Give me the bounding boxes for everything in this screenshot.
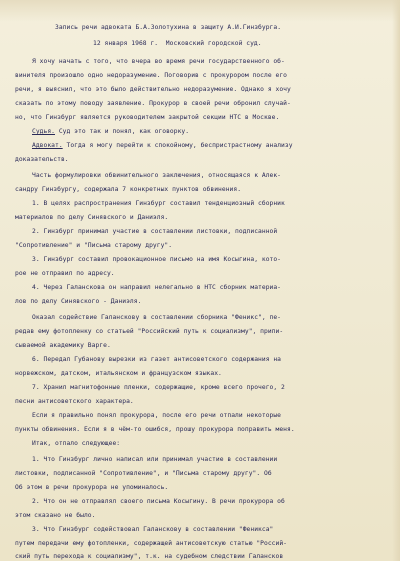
dropped-item: ский путь перехода к социализму", т.к. на судебном следствии Галансков [15, 553, 284, 560]
text-line: но, что Гинзбург является руководителем закрытой секции НТС в Москве. [15, 114, 280, 121]
dropped-item: листовки, подписанной "Сопротивление", и "Письма старому другу". Об [15, 470, 272, 477]
lawyer-remark: Адвокат. Тогда я могу перейти к спокойному, беспристрастному анализу [32, 142, 293, 149]
text-line: Если я правильно понял прокурора, после его речи отпали некоторые [32, 412, 282, 419]
charge-item: редав ему фотопленку со статьей "Российский путь к социализму", припи- [15, 328, 284, 335]
charge-item: лов по делу Синявского - Даниэля. [15, 298, 142, 305]
dropped-item: этом сказано не было. [15, 512, 96, 519]
text-line: Итак, отпало следующее: [32, 440, 121, 447]
text-line: сандру Гинзбургу, содержала 7 конкретных пунктов обвинения. [15, 186, 242, 193]
charge-item: 1. В целях распространения Гинзбург составил тенденциозный сборник [32, 200, 285, 207]
charge-item: 4. Через Галанскова он направил нелегально в НТС сборник материа- [32, 284, 282, 291]
dropped-item: 2. Что он не отправлял своего письма Косыгину. В речи прокурора об [32, 498, 285, 505]
charge-item: Оказал содействие Галанскову в составлении сборника "Феникс", пе- [32, 314, 282, 321]
text-line: доказательств. [15, 156, 69, 163]
charge-item: 7. Хранил магнитофонные пленки, содержащие, кроме всего прочего, 2 [32, 384, 285, 391]
document-date-place: 12 января 1968 г. Московский городской суд. [93, 40, 262, 47]
charge-item: 2. Гинзбург принимал участие в составлении листовки, подписанной [32, 228, 278, 235]
charge-item: сываемой академику Варге. [15, 342, 111, 349]
text-line: речи, я выяснил, что это было действительно недоразумение. Однако я хочу [15, 86, 291, 93]
charge-item: 3. Гинзбург составил провокационное письмо на имя Косыгина, кото- [32, 256, 282, 263]
charge-item: рое не отправил по адресу. [15, 270, 115, 277]
charge-item: "Сопротивление" и "Письма старому другу". [15, 242, 173, 249]
charge-item: материалов по делу Синявского и Даниэля. [15, 214, 169, 221]
text-line: винителя произошло одно недоразумение. Поговорив с прокурором после его [15, 72, 288, 79]
text-line: Часть формулировки обвинительного заключения, относящаяся к Алек- [32, 172, 282, 179]
dropped-item: путем передачи ему фотопленки, содержащей антисоветскую статью "Россий- [15, 540, 288, 547]
text-line: сказать по этому поводу заявление. Прокурор в своей речи обронил случай- [15, 100, 291, 107]
text-line: Я хочу начать с того, что вчера во время речи государственного об- [32, 58, 285, 65]
document-title: Запись речи адвоката Б.А.Золотухина в защиту А.И.Гинзбурга. [55, 24, 282, 31]
dropped-item: 1. Что Гинзбург лично написал или принимал участие в составлении [32, 456, 278, 463]
text-line: пункты обвинения. Если я в чём-то ошибся, прошу прокурора поправить меня. [15, 426, 295, 433]
charge-item: песни антисоветского характера. [15, 398, 134, 405]
speaker-label: Адвокат. [32, 142, 63, 149]
judge-remark: Судья. Суд это так и понял, как оговорку. [32, 128, 190, 135]
charge-item: 6. Передал Губанову вырезки из газет антисоветского содержания на [32, 356, 282, 363]
charge-item: норвежском, датском, итальянском и французском языках. [15, 370, 222, 377]
dropped-item: Об этом в речи прокурора не упоминалось. [15, 484, 169, 491]
dropped-item: 3. Что Гинзбург содействовал Галанскову в составлении "Феникса" [32, 526, 274, 533]
speaker-label: Судья. [32, 128, 55, 135]
paper-top-shading [0, 0, 400, 22]
